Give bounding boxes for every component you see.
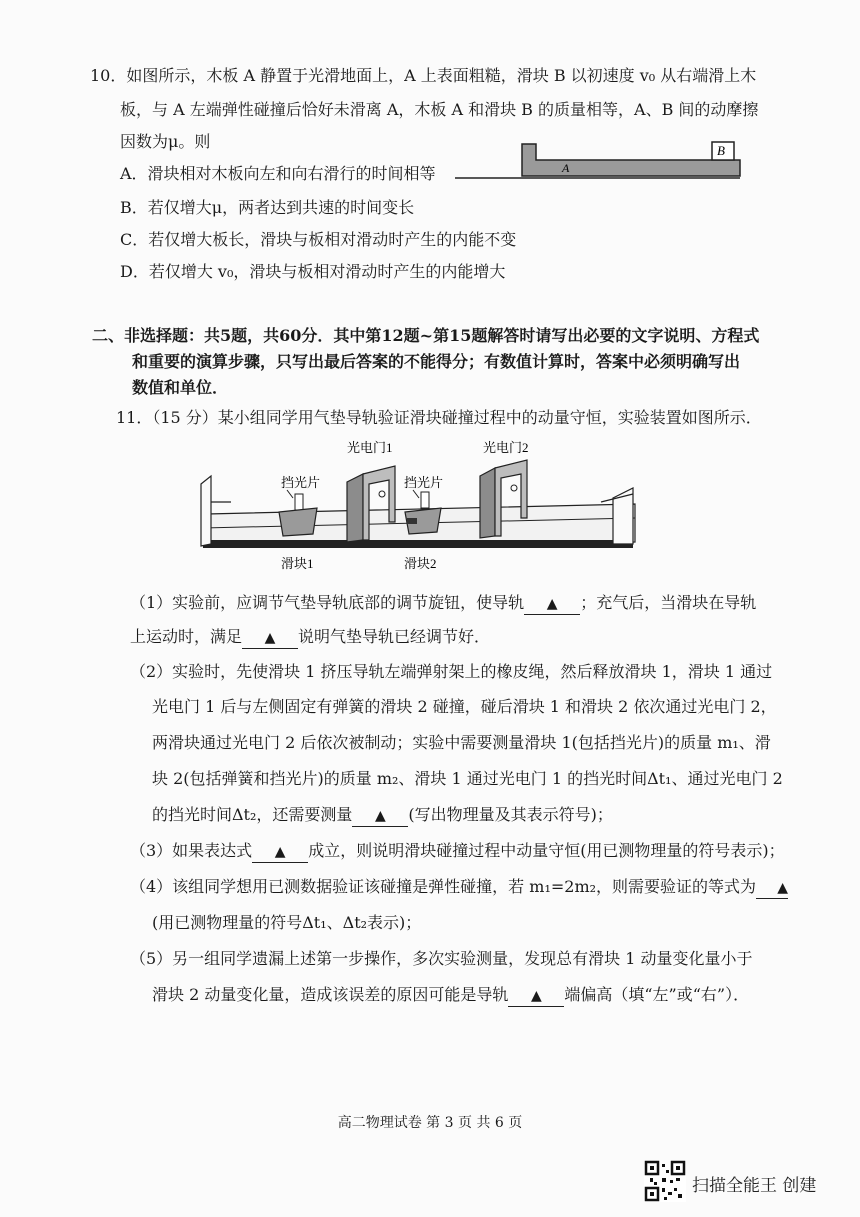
q10-stem-line2: 板，与 A 左端弹性碰撞后恰好未滑离 A，木板 A 和滑块 B 的质量相等，A、B 间的动摩擦 <box>120 100 759 119</box>
shade1-label: 挡光片 <box>281 475 321 490</box>
section2-line3: 数值和单位． <box>132 378 229 397</box>
shade-plate-1 <box>295 494 303 510</box>
q10-option-d: D．若仅增大 v₀，滑块与板相对滑动时产生的内能增大 <box>120 262 506 281</box>
section2-line2: 和重要的演算步骤，只写出最后答案的不能得分；有数值计算时，答案中必须明确写出 <box>132 352 741 371</box>
shade2-label: 挡光片 <box>404 475 444 490</box>
q11-part2-line5: 的挡光时间Δt₂，还需要测量 ▲ (写出物理量及其表示符号)； <box>152 805 613 827</box>
q11-part4-line2: (用已测物理量的符号Δt₁、Δt₂表示)； <box>152 913 422 932</box>
q11-part1-line1: （1）实验前，应调节气垫导轨底部的调节旋钮，使导轨 ▲ ；充气后，当滑块在导轨 <box>130 593 756 615</box>
track-base <box>203 540 633 548</box>
q11-part3: （3）如果表达式 ▲ 成立，则说明滑块碰撞过程中动量守恒(用已测物理量的符号表示)； <box>130 841 785 863</box>
q11-part1-line2: 上运动时，满足 ▲ 说明气垫导轨已经调节好． <box>130 627 490 649</box>
q11-part2-line2: 光电门 1 后与左侧固定有弹簧的滑块 2 碰撞，碰后滑块 1 和滑块 2 依次通过光电门 2， <box>152 697 777 716</box>
section2-line1: 二、非选择题：共5题，共60分．其中第12题~第15题解答时请写出必要的文字说明、方程式 <box>92 326 760 345</box>
shade-plate-2 <box>421 492 429 508</box>
q11-part5-line1: （5）另一组同学遗漏上述第一步操作，多次实验测量，发现总有滑块 1 动量变化量小于 <box>130 949 753 968</box>
q10-option-a: A．滑块相对木板向左和向右滑行的时间相等 <box>120 164 436 183</box>
photogate-1-left <box>347 474 363 542</box>
slider1-label: 滑块1 <box>281 556 314 571</box>
q11-part2-line3: 两滑块通过光电门 2 后依次被制动；实验中需要测量滑块 1(包括挡光片)的质量 m₁、滑 <box>152 733 771 752</box>
slider2-label: 滑块2 <box>404 556 437 571</box>
board-block-figure <box>450 138 750 182</box>
q11-intro: 11．（15 分）某小组同学用气垫导轨验证滑块碰撞过程中的动量守恒，实验装置如图所示． <box>116 408 762 427</box>
answer-blank-2[interactable]: ▲ <box>242 627 298 649</box>
photogate-2-left <box>480 468 495 538</box>
q10-option-c: C．若仅增大板长，滑块与板相对滑动时产生的内能不变 <box>120 230 517 249</box>
q11-part5-line2: 滑块 2 动量变化量，造成该误差的原因可能是导轨 ▲ 端偏高（填“左”或“右”）． <box>152 985 749 1007</box>
block-b-label: B <box>717 143 725 158</box>
answer-blank-1[interactable]: ▲ <box>524 593 580 615</box>
left-launcher <box>201 476 211 546</box>
slider-1 <box>279 508 317 536</box>
air-track-figure <box>195 432 645 577</box>
q10-stem-line3: 因数为μ。则 <box>120 132 211 151</box>
gate2-label: 光电门2 <box>483 440 529 455</box>
answer-blank-3[interactable]: ▲ <box>352 805 408 827</box>
spring <box>407 518 417 524</box>
answer-blank-6[interactable]: ▲ <box>508 985 564 1007</box>
q11-part4-line1: （4）该组同学想用已测数据验证该碰撞是弹性碰撞，若 m₁=2m₂，则需要验证的等式为 ▲ <box>130 877 788 899</box>
board-a <box>522 144 740 176</box>
board-a-label: A <box>562 161 570 175</box>
answer-blank-5[interactable]: ▲ <box>756 877 788 899</box>
page-footer: 高二物理试卷 第 3 页 共 6 页 <box>337 1115 523 1131</box>
q10-option-b: B．若仅增大μ，两者达到共速的时间变长 <box>120 198 415 217</box>
answer-blank-4[interactable]: ▲ <box>252 841 308 863</box>
scanner-watermark: 扫描全能王 创建 <box>692 1176 817 1196</box>
q11-part2-line4: 块 2(包括弹簧和挡光片)的质量 m₂、滑块 1 通过光电门 1 的挡光时间Δt₁、通过光电门 2 <box>152 769 783 788</box>
q10-stem-line1: 10．如图所示，木板 A 静置于光滑地面上，A 上表面粗糙，滑块 B 以初速度 v₀ 从右端滑上木 <box>90 66 757 85</box>
q11-part2-line1: （2）实验时，先使滑块 1 挤压导轨左端弹射架上的橡皮绳，然后释放滑块 1，滑块 1 通过 <box>130 662 773 681</box>
gate1-label: 光电门1 <box>347 440 393 455</box>
qr-code-icon <box>644 1160 686 1202</box>
